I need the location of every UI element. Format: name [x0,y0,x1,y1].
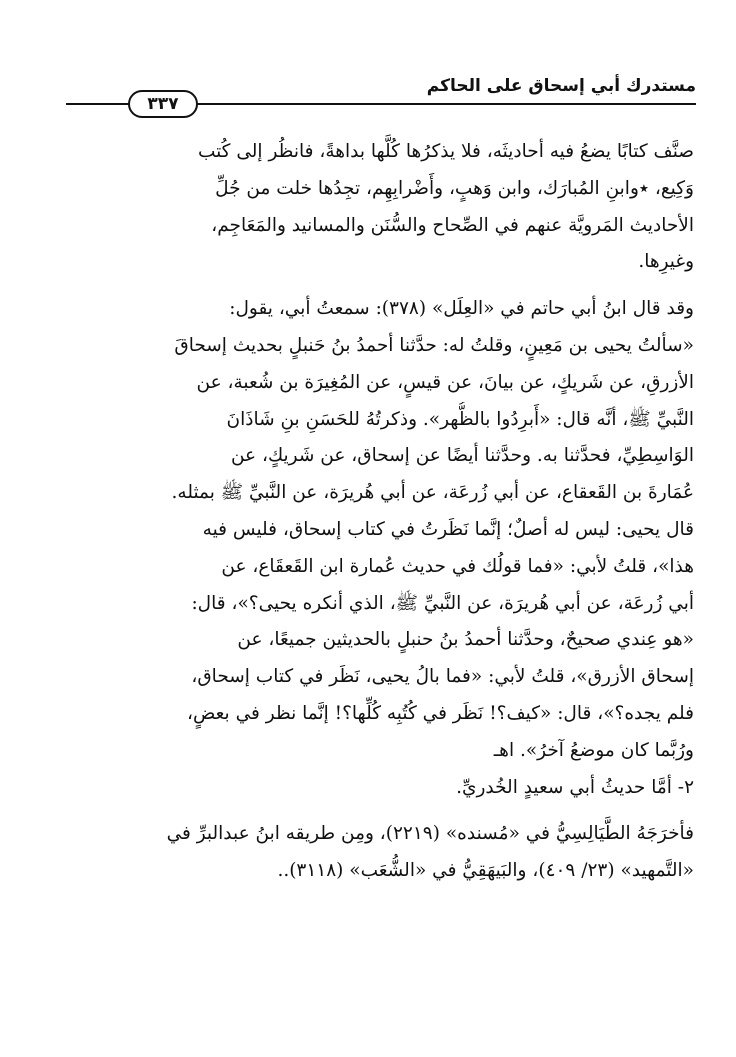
text-line-18: ٢- أمَّا حديثُ أبي سعيدٍ الخُدريِّ. [456,776,694,798]
paragraph-gap [62,806,694,816]
text-line-2: وَكِيع، ٭وابنِ المُبارَك، وابن وَهبٍ، وأَضْرابِهِم، تجِدُها خلت من جُلِّ [215,177,694,199]
text-line-10: عُمَارةَ بن القَعقاع، عن أبي زُرعَة، عن أبي هُريرَة، عن النَّبيِّ ﷺ بمثله. [171,482,694,504]
text-line-13: أبي زُرعَة، عن أبي هُريرَة، عن النَّبيِّ ﷺ، الذي أنكره يحيى؟»، قال: [191,592,694,614]
page-number-badge: ٣٣٧ [128,90,198,118]
text-line-9: الوَاسِطِيِّ، فحدَّثنا به. وحدَّثنا أيضًا عن إسحاق، عن شَريكٍ، عن [230,445,694,467]
text-line-4: وغيرِها. [638,251,694,273]
text-line-11: قال يحيى: ليس له أصلٌ؛ إنَّما نَظَرتُ في كتاب إسحاق، فليس فيه [202,518,694,540]
text-line-17: ورُبَّما كان موضعُ آخرُ». اهـ [493,739,694,761]
text-line-20: «التَّمهيد» (٢٣/ ٤٠٩)، والبَيهَقِيُّ في «الشُّعَب» (٣١١٨).. [277,860,694,882]
text-line-1: صنَّف كتابًا يضعُ فيه أحاديثَه، فلا يذكرُها كُلَّها بداهةً، فانظُر إلى كُتب [197,141,694,162]
body-text [62,134,694,890]
text-line-6: «سألتُ يحيى بن مَعِينٍ، وقلتُ له: حدَّثنا أحمدُ بنُ حَنبلٍ بحديث إسحاقَ [174,334,694,356]
text-line-19: فأخرَجَهُ الطَّيَالِسِيُّ في «مُسنده» (٢٢١٩)، ومِن طريقه ابنُ عبدالبرِّ في [166,823,694,845]
text-line-15: إسحاق الأزرق»، قلتُ لأبي: «فما بالُ يحيى، نَظَر في كتاب إسحاق، [191,666,694,688]
text-line-5: وقد قال ابنُ أبي حاتم في «العِلَل» (٣٧٨): سمعتُ أبي، يقول: [229,298,694,320]
text-line-3: الأحاديث المَرويَّة عنهم في الصِّحاح والسُّنَن والمسانيد والمَعَاجِم، [211,214,694,236]
paragraph-gap [62,281,694,291]
text-line-12: هذا»، قلتُ لأبي: «فما قولُك في حديث عُمارة ابن القَعقَاع، عن [221,555,694,577]
text-line-14: «هو عِندي صحيحٌ، وحدَّثنا أحمدُ بنُ حنبلٍ بالحديثين جميعًا، عن [237,629,694,651]
text-line-7: الأزرقِ، عن شَريكٍ، عن بيانَ، عن قيسٍ، عن المُغِيرَة بن شُعبة، عن [196,371,694,393]
text-line-16: فلم يجده؟»، قال: «كيف؟! نَظَر في كُتُبِه كُلِّها؟! إنَّما نظر في بعضٍ، [187,702,694,724]
text-line-8: النَّبيِّ ﷺ، أنَّه قال: «أَبرِدُوا بالظُّهر». وذكرتُهُ للحَسَنِ بنِ شَاذَانَ [226,408,694,430]
running-header-title: مستدرك أبي إسحاق على الحاكم [426,76,696,96]
